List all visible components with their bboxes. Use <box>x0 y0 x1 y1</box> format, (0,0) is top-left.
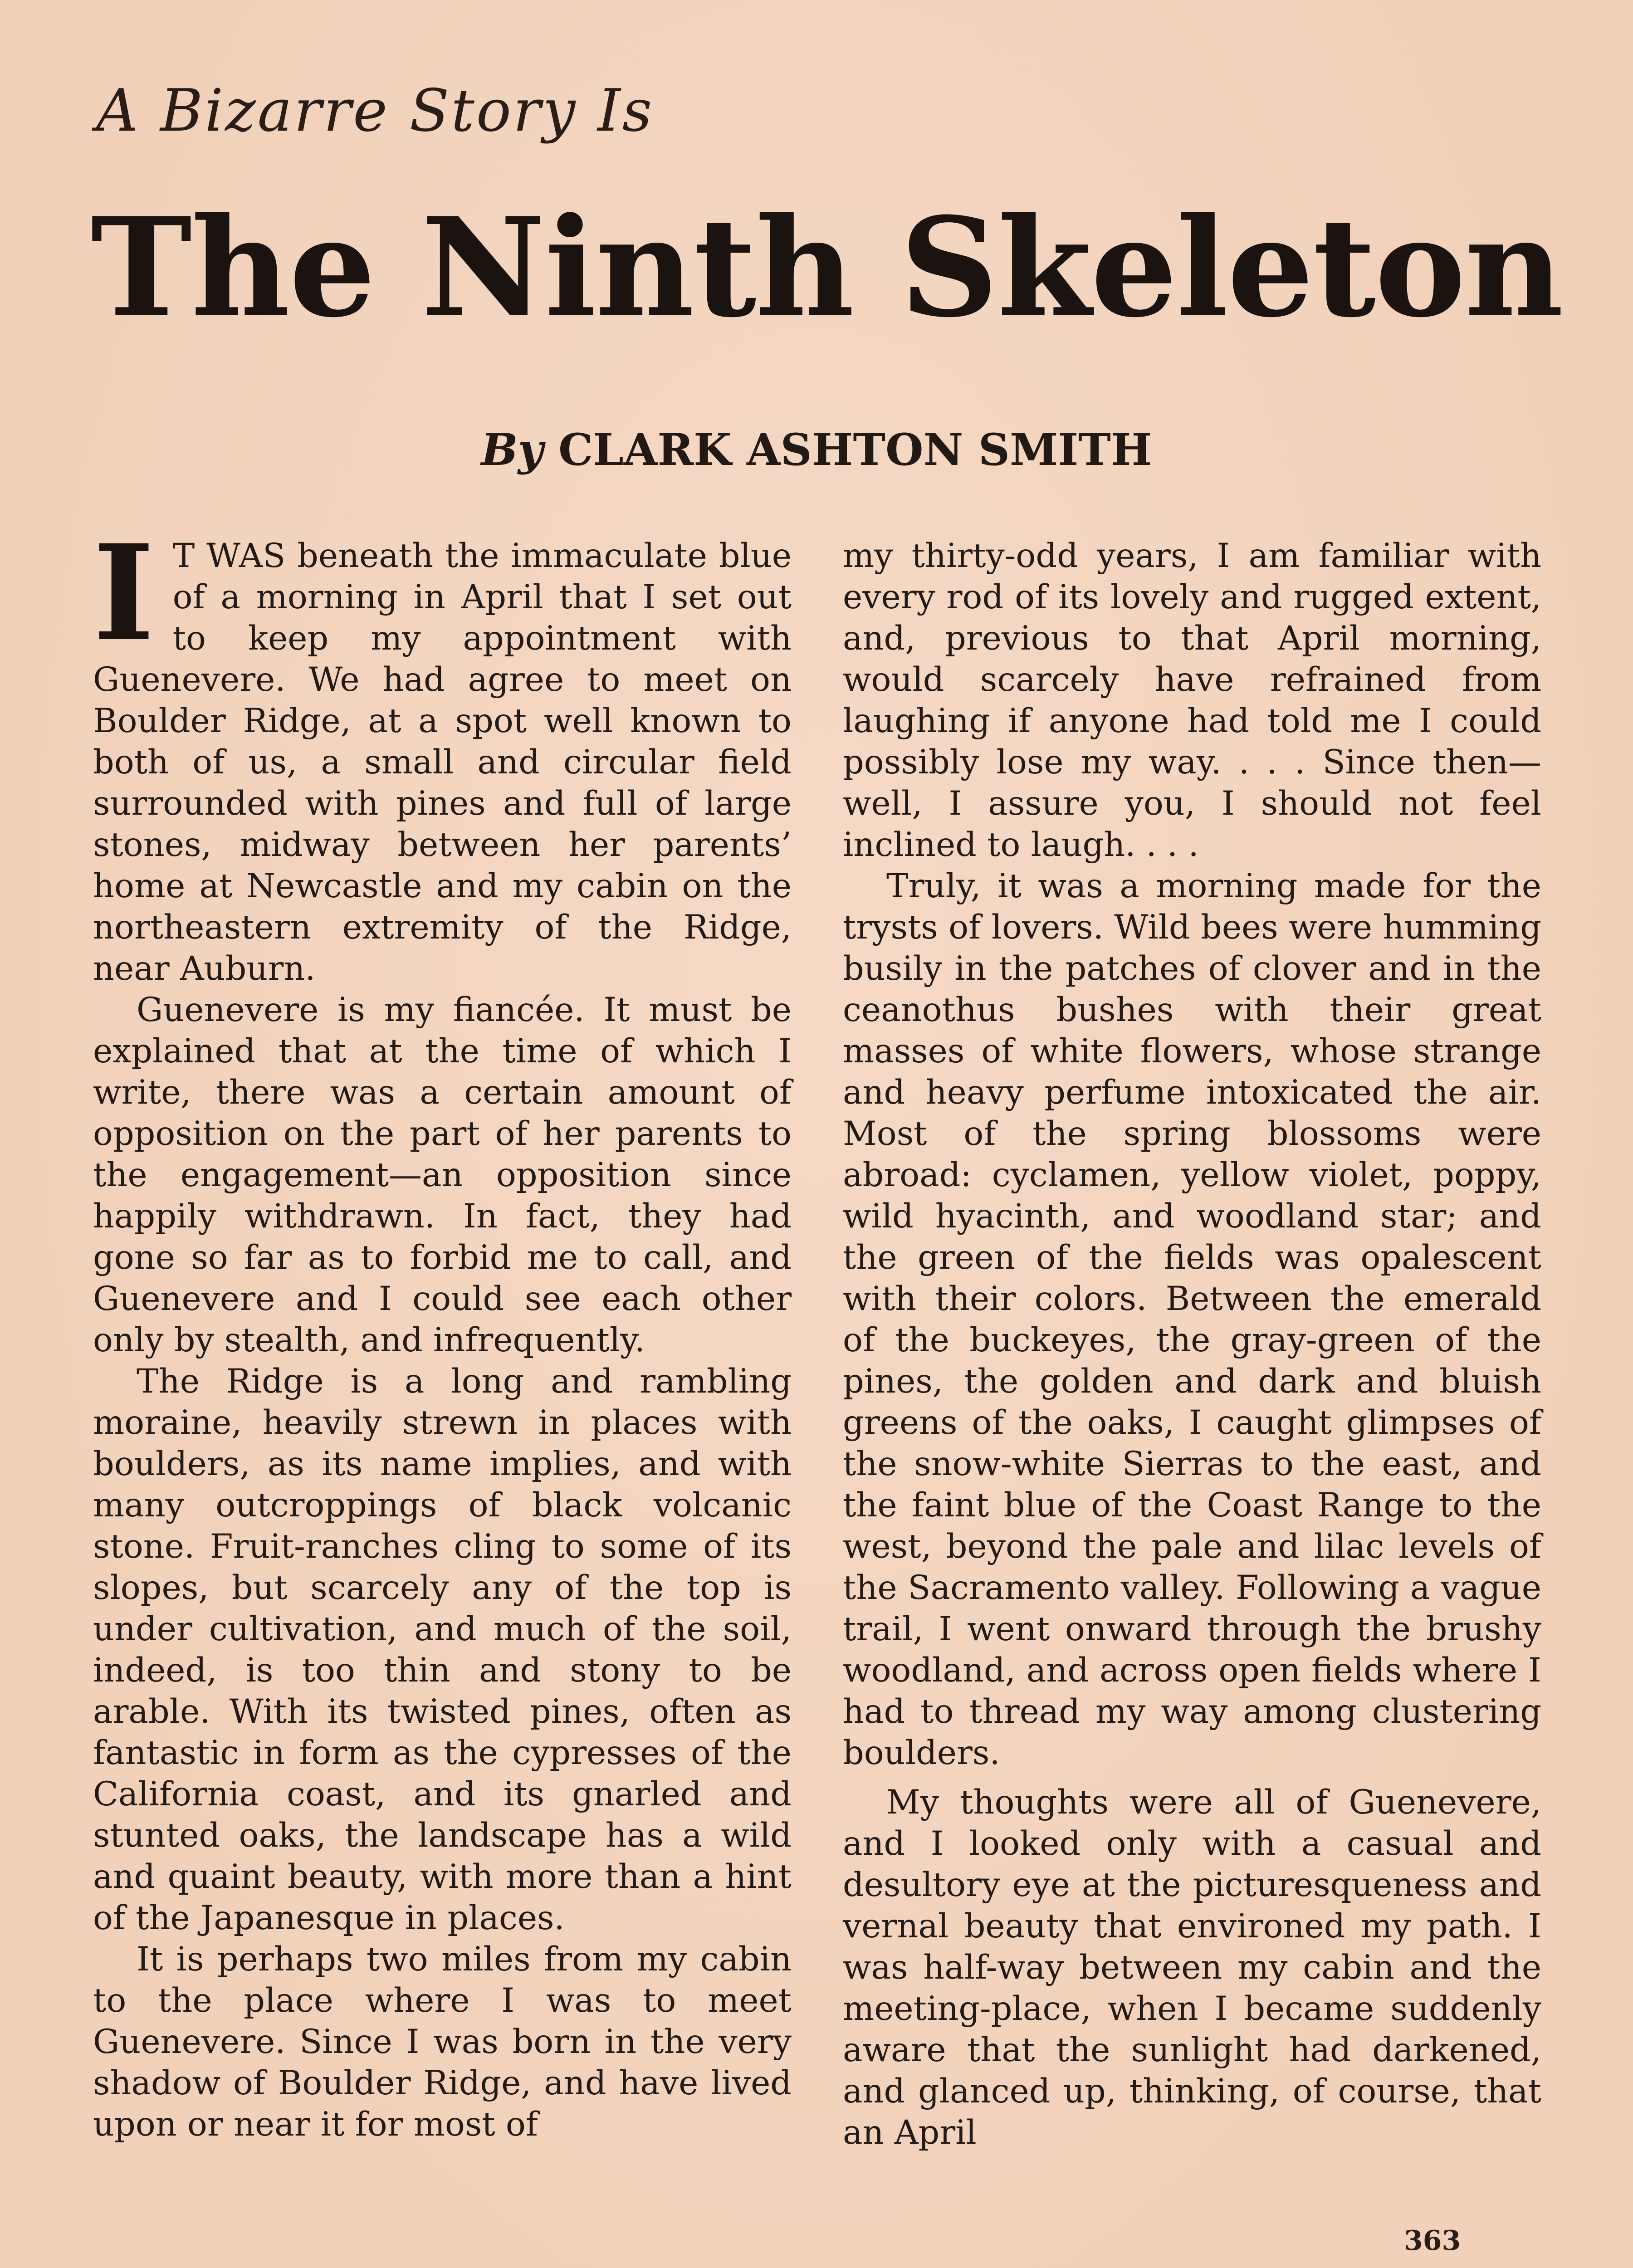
story-kicker: A Bizarre Story Is <box>96 77 654 145</box>
byline-author: CLARK ASHTON SMITH <box>558 424 1152 475</box>
paragraph-7: My thoughts were all of Guenevere, and I looked only with a casual and desultory eye at the picturesqueness and vernal beauty that environed my path. I was half-way between my cabin and the meeting-place, when I became suddenly aware that the sunlight had darkened, and glanced up, thinking, of course, that an April <box>843 1783 1541 2152</box>
paragraph-6: Truly, it was a morning made for the trysts of lovers. Wild bees were humming busily in the patches of clover and in the ceanothus bushes with their great masses of white flowers, whose strange and heavy perfume intoxicated the air. Most of the spring blossoms were abroad: cyclamen, yellow violet, poppy, wild hyacinth, and woodland star; and the green of the fields was opalescent with their colors. Between the emerald of the buckeyes, the gray-green of the pines, the golden and dark and bluish greens of the oaks, I caught glimpses of the snow-white Sierras to the east, and the faint blue of the Coast Range to the west, beyond the pale and lilac levels of the Sacramento valley. Following a vague trail, I went onward through the brushy woodland, and across open fields where I had to thread my way among clustering boulders. <box>843 867 1541 1772</box>
right-column <box>843 535 1541 2153</box>
paragraph-1 <box>93 516 792 989</box>
drop-cap: I <box>93 516 155 670</box>
paragraph-1-text: T WAS beneath the immaculate blue of a morning in April that I set out to keep my appointment with Guenevere. We had agree to meet on Boulder Ridge, at a spot well known to both of us, a small and circular field surrounded with pines and full of large stones, midway between her parents’ home at Newcastle and my cabin on the northeastern extremity of the Ridge, near Auburn. <box>93 537 792 988</box>
paragraph-5: my thirty-odd years, I am familiar with every rod of its lovely and rugged extent, and, previous to that April morning, would scarcely have refrained from laughing if anyone had told me I could possibly lose my way. . . . Since then—well, I assure you, I should not feel inclined to laugh. . . . <box>843 537 1541 864</box>
story-title: The Ninth Skeleton <box>91 187 1563 347</box>
left-column <box>93 516 792 2145</box>
paragraph-4: It is perhaps two miles from my cabin to the place where I was to meet Guenevere. Since I was born in the very shadow of Boulder Ridge, and have lived upon or near it for most of <box>93 1940 792 2144</box>
page-number: 363 <box>1404 2225 1461 2257</box>
byline-prefix: By <box>481 424 543 475</box>
paragraph-3: The Ridge is a long and rambling moraine, heavily strewn in places with boulders, as its name implies, and with many outcroppings of black volcanic stone. Fruit-ranches cling to some of its slopes, but scarcely any of the top is under cultivation, and much of the soil, indeed, is too thin and stony to be arable. With its twisted pines, often as fantastic in form as the cypresses of the California coast, and its gnarled and stunted oaks, the landscape has a wild and quaint beauty, with more than a hint of the Japanesque in places. <box>93 1362 792 1937</box>
byline <box>0 424 1633 475</box>
paragraph-2: Guenevere is my fiancée. It must be explained that at the time of which I write, there was a certain amount of opposition on the part of her parents to the engagement—an opposition since happily withdrawn. In fact, they had gone so far as to forbid me to call, and Guenevere and I could see each other only by stealth, and infrequently. <box>93 991 792 1359</box>
